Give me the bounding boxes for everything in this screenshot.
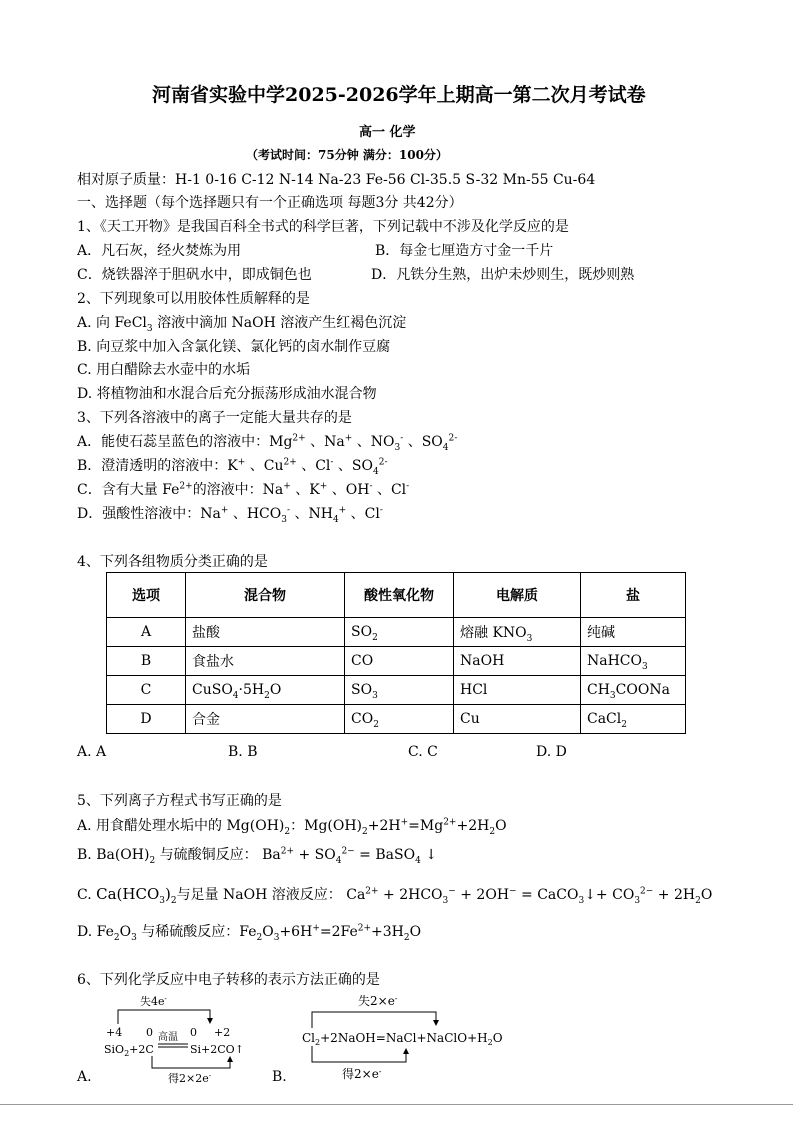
exam-info: （考试时间：75分钟 满分：100分） — [246, 148, 448, 162]
table-cell: $SO_2$ — [345, 618, 454, 647]
table-row — [107, 647, 686, 676]
diagram-a-equation: SiO$_2$+2C — [104, 1043, 154, 1058]
table-cell: 盐酸 — [186, 618, 345, 647]
svg-text:Si+2CO↑: Si+2CO↑ — [190, 1043, 244, 1056]
svg-text:0: 0 — [146, 1026, 153, 1039]
q5-option-c: C. $Ca(HCO_3)_2$与足量 NaOH 溶液反应： $Ca^{2+} + 2HCO_3^- + 2OH^-$ = CaCO$_3$↓+ $CO_3^{2-} + 2H_2O$ — [77, 885, 713, 906]
table-cell: NaOH — [454, 647, 581, 676]
table-cell: C — [107, 676, 186, 705]
q3-option-a: A．能使石蕊呈蓝色的溶液中：$Mg^{2+}$ 、Na+ 、$NO_3^-$ 、$SO_4^{2-}$ — [77, 433, 458, 453]
q5-option-d: D. $Fe_2O_3$ 与稀硫酸反应：$Fe_2O_3+6H^+=2Fe^{2+}+3H_2O$ — [77, 923, 422, 943]
q5-option-a: A. 用食醋处理水垢中的 $Mg(OH)_2$：$Mg(OH)_2+2H^+=Mg^{2+}+2H_2O$ — [77, 817, 507, 837]
table-cell: NaHCO$_3$ — [581, 647, 686, 676]
q1-option-c: C．烧铁器淬于胆矾水中，即成铜色也 — [77, 267, 312, 283]
table-header: 酸性氧化物 — [345, 573, 454, 618]
diagram-a-condition: 高温 — [158, 1032, 178, 1043]
table-row — [107, 705, 686, 734]
q3-option-b: B．澄清透明的溶液中：K+ 、$Cu^{2+}$ 、Cl- 、$SO_4^{2-}$ — [77, 457, 388, 477]
q1-option-a: A．凡石灰，经火焚炼为用 — [77, 243, 242, 259]
table-cell: 纯碱 — [581, 618, 686, 647]
diagram-b-bottom-arrow — [312, 1046, 406, 1062]
diagram-b-equation: $Cl_2+2NaOH=NaCl+NaClO+H_2O$ — [302, 1031, 503, 1047]
q6-option-a-label: A. — [77, 1069, 92, 1085]
diagram-a-top-arrow — [118, 1010, 210, 1024]
table-header: 混合物 — [186, 573, 345, 618]
q6-stem: 6、下列化学反应中电子转移的表示方法正确的是 — [77, 972, 380, 988]
page-bottom-border — [0, 1104, 793, 1105]
q1-option-d: D．凡铁分生熟，出炉未炒则生，既炒则熟 — [371, 267, 635, 283]
q1-option-b: B．每金七厘造方寸金一千片 — [375, 243, 554, 259]
table-cell: Cu — [454, 705, 581, 734]
diagram-b-lost-label: 失2×e- — [358, 994, 398, 1008]
electron-transfer-diagram-a — [100, 992, 260, 1087]
table-cell: $SO_3$ — [345, 676, 454, 705]
diagram-b-top-arrow — [312, 1012, 436, 1028]
page-title: 河南省实验中学2025-2026学年上期高一第二次月考试卷 — [152, 84, 646, 106]
table-cell: 合金 — [186, 705, 345, 734]
svg-text:+2: +2 — [214, 1026, 231, 1039]
q4-option-b: B. B — [228, 744, 258, 760]
table-cell: $CuSO_4\cdot 5H_2O$ — [186, 676, 345, 705]
q2-option-c: C. 用白醋除去水壶中的水垢 — [77, 362, 251, 378]
table-cell: B — [107, 647, 186, 676]
table-cell: A — [107, 618, 186, 647]
diagram-b-gain-label: 得2×e- — [342, 1067, 382, 1081]
q2-option-d: D. 将植物油和水混合后充分振荡形成油水混合物 — [77, 386, 377, 402]
classification-table — [106, 572, 686, 734]
table-cell: HCl — [454, 676, 581, 705]
q3-stem: 3、下列各溶液中的离子一定能大量共存的是 — [77, 410, 352, 426]
diagram-a-top-arrowhead — [207, 1018, 213, 1024]
q2-stem: 2、下列现象可以用胶体性质解释的是 — [77, 291, 310, 307]
q3-option-c: C．含有大量 $Fe^{2+}$的溶液中：Na+ 、K+ 、OH- 、Cl- — [77, 481, 410, 498]
table-cell: CO — [345, 647, 454, 676]
table-cell: D — [107, 705, 186, 734]
section-heading: 一、选择题（每个选择题只有一个正确选项 每题3分 共42分） — [77, 195, 463, 211]
electron-transfer-diagram-b — [296, 992, 511, 1087]
q2-option-a: A. 向 FeCl$_3$ 溶液中滴加 NaOH 溶液产生红褐色沉淀 — [77, 315, 407, 334]
q5-stem: 5、下列离子方程式书写正确的是 — [77, 793, 282, 809]
table-header: 电解质 — [454, 573, 581, 618]
table-header: 盐 — [581, 573, 686, 618]
q4-option-d: D. D — [536, 744, 567, 760]
svg-text:0: 0 — [190, 1026, 197, 1039]
table-header-row — [107, 573, 686, 618]
table-cell: $CO_2$ — [345, 705, 454, 734]
q3-option-d: D．强酸性溶液中：Na+ 、$HCO_3^-$ 、$NH_4^+$ 、Cl- — [77, 505, 383, 525]
diagram-a-lost-label: 失4e- — [140, 995, 167, 1008]
table-row — [107, 676, 686, 705]
q1-stem: 1、《天工开物》是我国百科全书式的科学巨著，下列记载中不涉及化学反应的是 — [77, 219, 569, 235]
q6-option-b-label: B. — [272, 1069, 287, 1085]
diagram-a-oxidation-states: +4 — [106, 1026, 123, 1039]
atomic-masses: 相对原子质量：H-1 0-16 C-12 N-14 Na-23 Fe-56 Cl-35.5 S-32 Mn-55 Cu-64 — [77, 172, 596, 188]
diagram-a-gain-label: 得2×2e- — [168, 1072, 212, 1085]
table-cell: $CH_3COONa$ — [581, 676, 686, 705]
q4-option-c: C. C — [408, 744, 438, 760]
table-cell: 熔融 $KNO_3$ — [454, 618, 581, 647]
table-cell: CaCl$_2$ — [581, 705, 686, 734]
q4-option-a: A. A — [77, 744, 107, 760]
q5-option-b: B. $Ba(OH)_2$ 与硫酸铜反应： $Ba^{2+} + SO_4^{2-}$ = BaSO$_4$ ↓ — [77, 846, 437, 866]
q2-option-b: B. 向豆浆中加入含氯化镁、氯化钙的卤水制作豆腐 — [77, 339, 391, 355]
diagram-a-bottom-arrow — [152, 1056, 230, 1068]
table-row — [107, 618, 686, 647]
table-header: 选项 — [107, 573, 186, 618]
subject-label: 高一 化学 — [359, 125, 416, 140]
table-cell: 食盐水 — [186, 647, 345, 676]
q4-stem: 4、下列各组物质分类正确的是 — [77, 554, 268, 570]
